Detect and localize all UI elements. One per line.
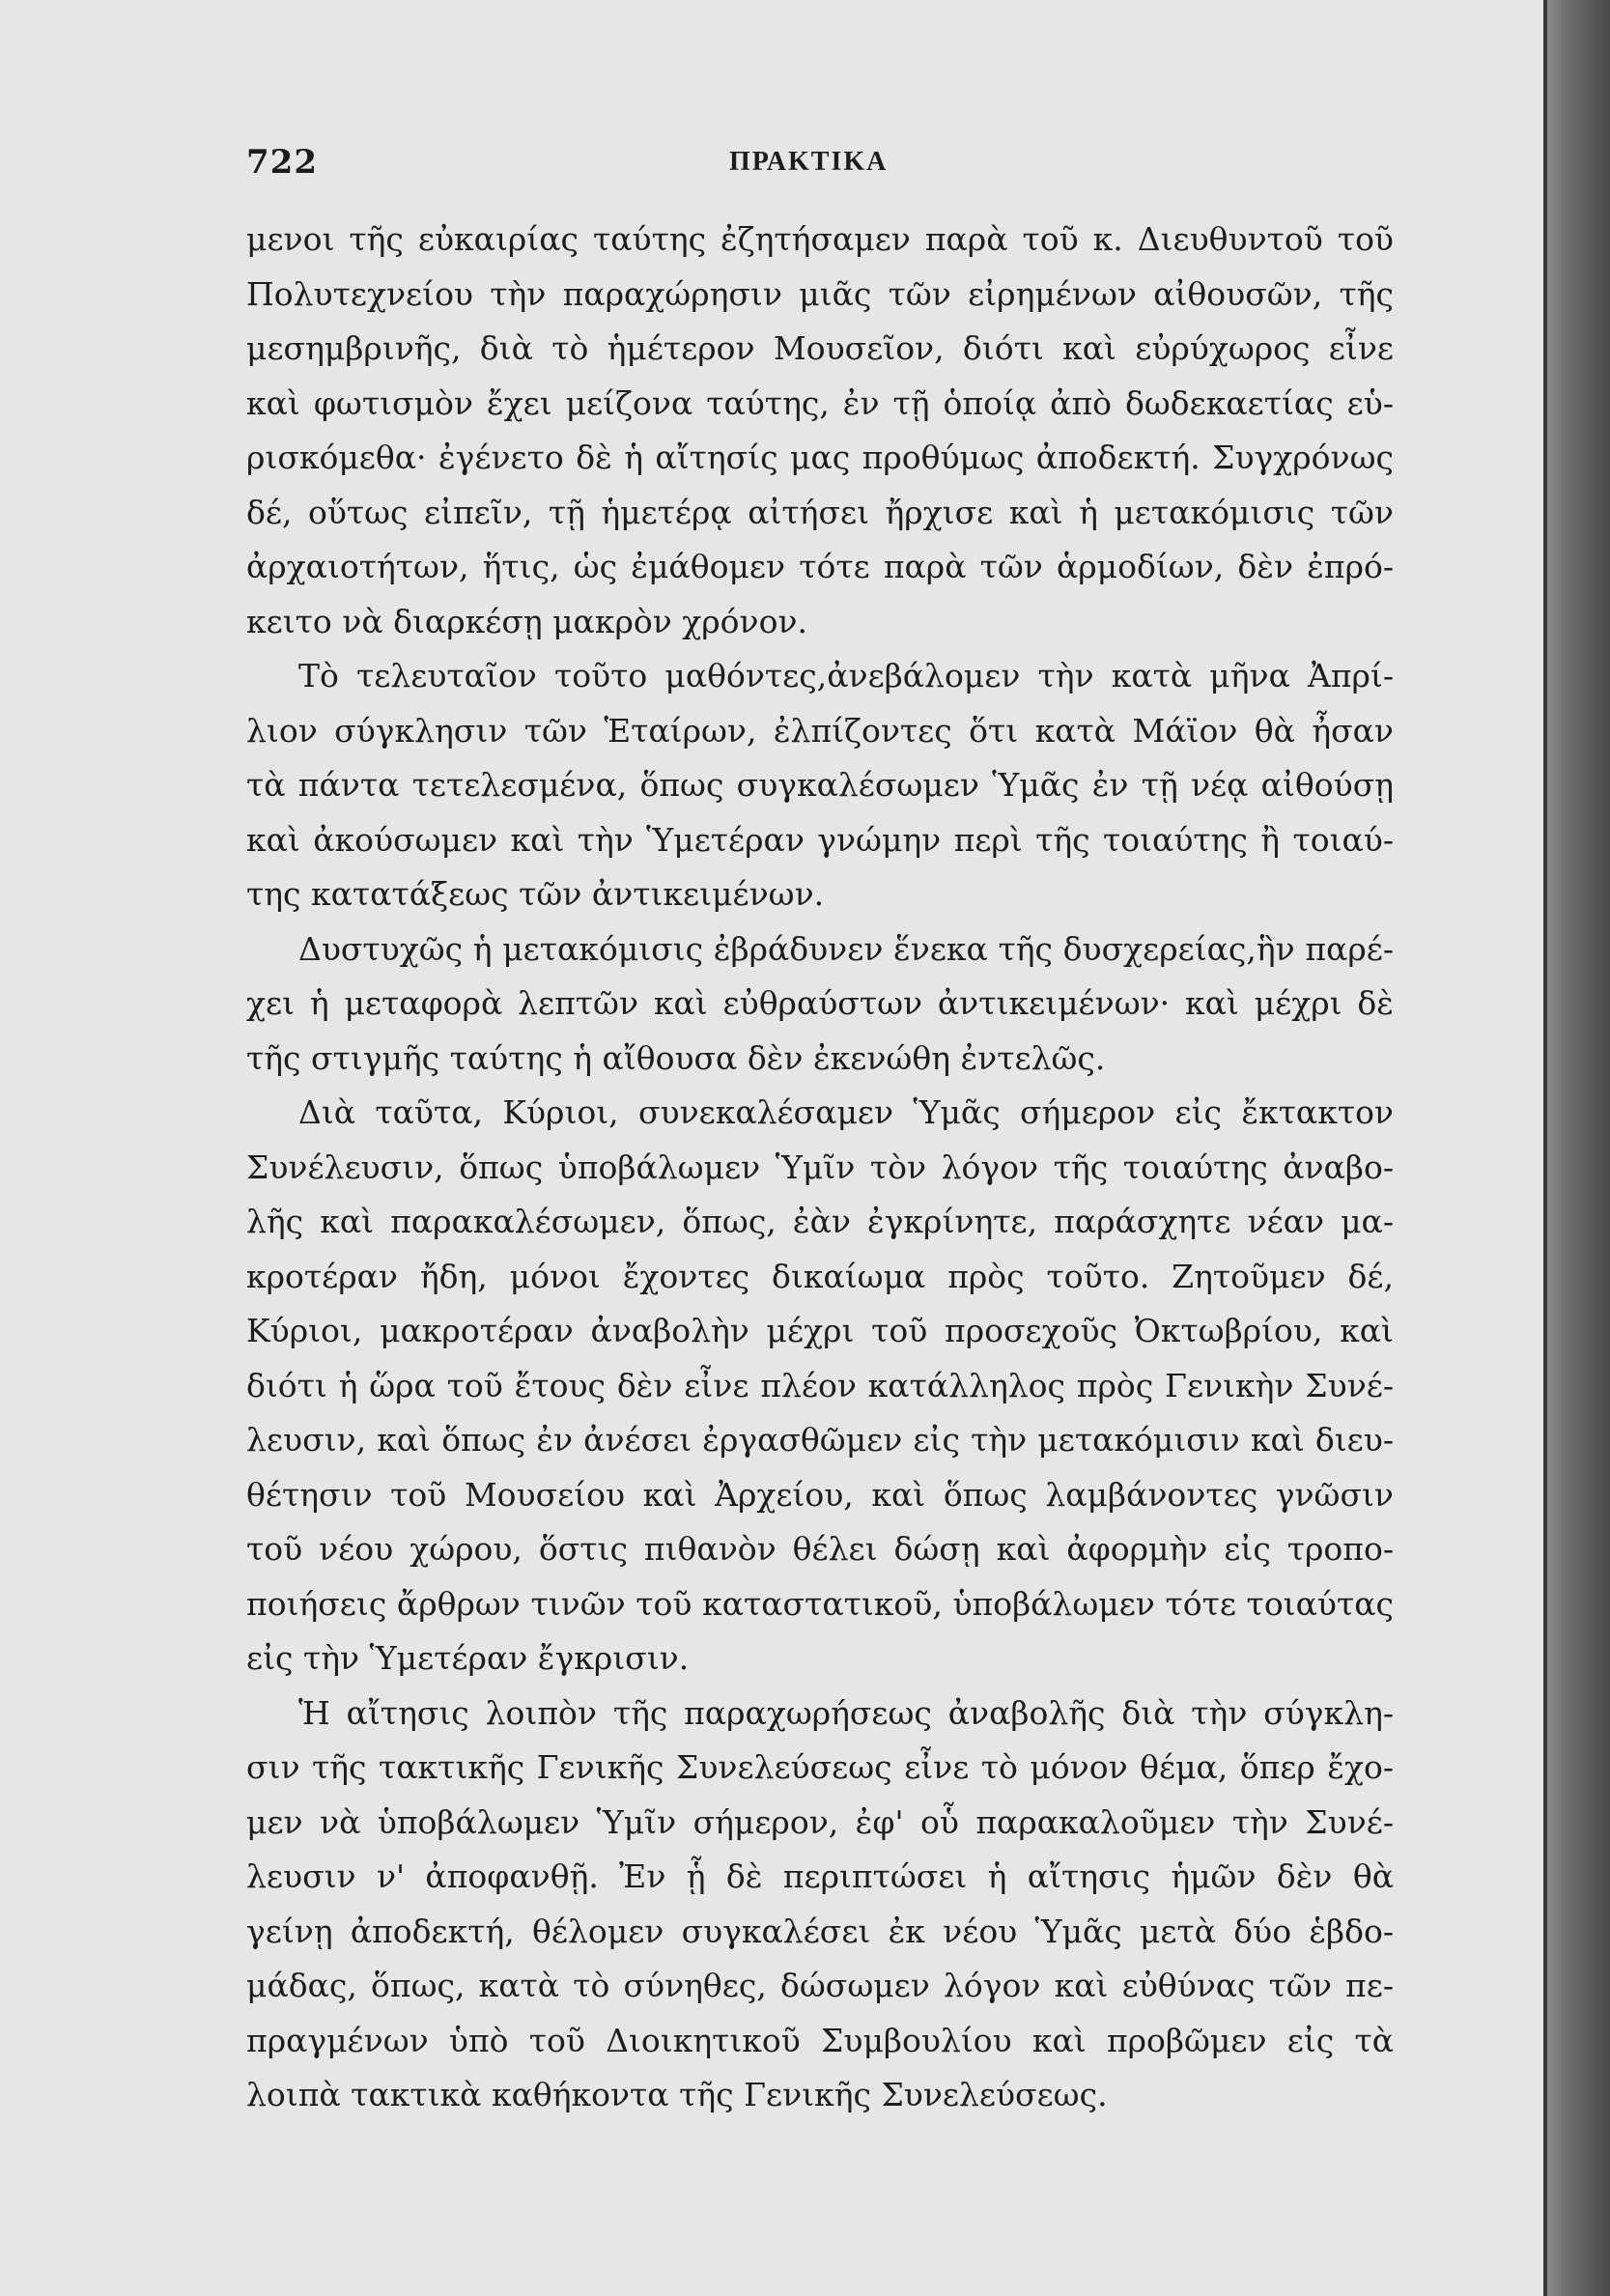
text-line: λῆς καὶ παρακαλέσωμεν, ὅπως, ἐὰν ἐγκρίνητε, παράσχητε νέαν μα- xyxy=(246,1203,1394,1240)
text-line: εἰς τὴν Ὑμετέραν ἔγκρισιν. xyxy=(246,1639,690,1677)
text-line: της κατατάξεως τῶν ἀντικειμένων. xyxy=(246,875,825,913)
text-line: καὶ ἀκούσωμεν καὶ τὴν Ὑμετέραν γνώμην περὶ τῆς τοιαύτης ἢ τοιαύ- xyxy=(246,820,1394,859)
text-line: Τὸ τελευταῖον τοῦτο μαθόντες,ἀνεβάλομεν τὴν κατὰ μῆνα Ἀπρί- xyxy=(298,657,1394,694)
text-line: μεσημβρινῆς, διὰ τὸ ἡμέτερον Μουσεῖον, διότι καὶ εὐρύχωρος εἶνε xyxy=(246,329,1394,367)
text-line: λοιπὰ τακτικὰ καθήκοντα τῆς Γενικῆς Συνελεύσεως. xyxy=(246,2076,1108,2113)
text-line: μεν νὰ ὑποβάλωμεν Ὑμῖν σήμερον, ἐφ' οὗ παρακαλοῦμεν τὴν Συνέ- xyxy=(246,1802,1394,1841)
page-binding-edge xyxy=(1545,0,1610,2296)
text-line: χει ἡ μεταφορὰ λεπτῶν καὶ εὐθραύστων ἀντικειμένων· καὶ μέχρι δὲ xyxy=(246,984,1394,1022)
text-line: λευσιν, καὶ ὅπως ἐν ἀνέσει ἐργασθῶμεν εἰς τὴν μετακόμισιν καὶ διευ- xyxy=(246,1421,1394,1459)
text-line: ἀρχαιοτήτων, ἥτις, ὡς ἐμάθομεν τότε παρὰ τῶν ἁρμοδίων, δὲν ἐπρό- xyxy=(246,548,1394,585)
running-head: ΠΡΑΚΤΙΚΑ xyxy=(729,147,889,177)
text-line: Διὰ ταῦτα, Κύριοι, συνεκαλέσαμεν Ὑμᾶς σήμερον εἰς ἔκτακτον xyxy=(298,1093,1394,1131)
text-line: κειτο νὰ διαρκέσῃ μακρὸν χρόνον. xyxy=(246,602,808,640)
text-line: μάδας, ὅπως, κατὰ τὸ σύνηθες, δώσωμεν λόγον καὶ εὐθύνας τῶν πε- xyxy=(246,1967,1394,2004)
text-line: διότι ἡ ὥρα τοῦ ἔτους δὲν εἶνε πλέον κατάλληλος πρὸς Γενικὴν Συνέ- xyxy=(246,1366,1394,1404)
text-line: Ἡ αἴτησις λοιπὸν τῆς παραχωρήσεως ἀναβολῆς διὰ τὴν σύγκλη- xyxy=(298,1693,1394,1732)
text-line: ρισκόμεθα· ἐγένετο δὲ ἡ αἴτησίς μας προθύμως ἀποδεκτή. Συγχρόνως xyxy=(246,439,1394,476)
text-line: τὰ πάντα τετελεσμένα, ὅπως συγκαλέσωμεν Ὑμᾶς ἐν τῇ νέᾳ αἰθούσῃ xyxy=(246,766,1394,804)
text-line: λιον σύγκλησιν τῶν Ἑταίρων, ἐλπίζοντες ὅτι κατὰ Μάϊον θὰ ἦσαν xyxy=(246,711,1394,750)
text-line: πραγμένων ὑπὸ τοῦ Διοικητικοῦ Συμβουλίου καὶ προβῶμεν εἰς τὰ xyxy=(246,2021,1394,2059)
page-header xyxy=(246,143,1405,191)
text-line: Κύριοι, μακροτέραν ἀναβολὴν μέχρι τοῦ προσεχοῦς Ὀκτωβρίου, καὶ xyxy=(246,1312,1394,1349)
text-line: Συνέλευσιν, ὅπως ὑποβάλωμεν Ὑμῖν τὸν λόγον τῆς τοιαύτης ἀναβο- xyxy=(246,1148,1394,1186)
body-text xyxy=(246,213,1394,2123)
text-line: καὶ φωτισμὸν ἔχει μείζονα ταύτης, ἐν τῇ ὁποίᾳ ἀπὸ δωδεκαετίας εὑ- xyxy=(246,383,1394,422)
text-line: μενοι τῆς εὐκαιρίας ταύτης ἐζητήσαμεν παρὰ τοῦ κ. Διευθυντοῦ τοῦ xyxy=(246,220,1394,258)
text-line: θέτησιν τοῦ Μουσείου καὶ Ἀρχείου, καὶ ὅπως λαμβάνοντες γνῶσιν xyxy=(246,1475,1394,1514)
text-line: ποιήσεις ἄρθρων τινῶν τοῦ καταστατικοῦ, ὑποβάλωμεν τότε τοιαύτας xyxy=(246,1584,1394,1623)
page-number: 722 xyxy=(246,143,318,182)
text-line: σιν τῆς τακτικῆς Γενικῆς Συνελεύσεως εἶνε τὸ μόνον θέμα, ὅπερ ἔχο- xyxy=(246,1748,1394,1786)
page-gutter-line xyxy=(1543,0,1547,2296)
text-line: γείνῃ ἀποδεκτή, θέλομεν συγκαλέσει ἐκ νέου Ὑμᾶς μετὰ δύο ἑβδο- xyxy=(246,1912,1394,1950)
text-line: τοῦ νέου χώρου, ὅστις πιθανὸν θέλει δώσῃ καὶ ἀφορμὴν εἰς τροπο- xyxy=(246,1530,1394,1568)
text-line: δέ, οὕτως εἰπεῖν, τῇ ἡμετέρᾳ αἰτήσει ἤρχισε καὶ ἡ μετακόμισις τῶν xyxy=(246,493,1394,531)
text-line: λευσιν ν' ἀποφανθῇ. Ἐν ᾗ δὲ περιπτώσει ἡ αἴτησις ἡμῶν δὲν θὰ xyxy=(246,1857,1394,1895)
text-line: τῆς στιγμῆς ταύτης ἡ αἴθουσα δὲν ἐκενώθη ἐντελῶς. xyxy=(246,1038,1106,1077)
text-line: Πολυτεχνείου τὴν παραχώρησιν μιᾶς τῶν εἰρημένων αἰθουσῶν, τῆς xyxy=(246,274,1394,313)
text-line: κροτέραν ἤδη, μόνοι ἔχοντες δικαίωμα πρὸς τοῦτο. Ζητοῦμεν δέ, xyxy=(246,1257,1394,1295)
text-line: Δυστυχῶς ἡ μετακόμισις ἐβράδυνεν ἕνεκα τῆς δυσχερείας,ἣν παρέ- xyxy=(298,929,1394,968)
